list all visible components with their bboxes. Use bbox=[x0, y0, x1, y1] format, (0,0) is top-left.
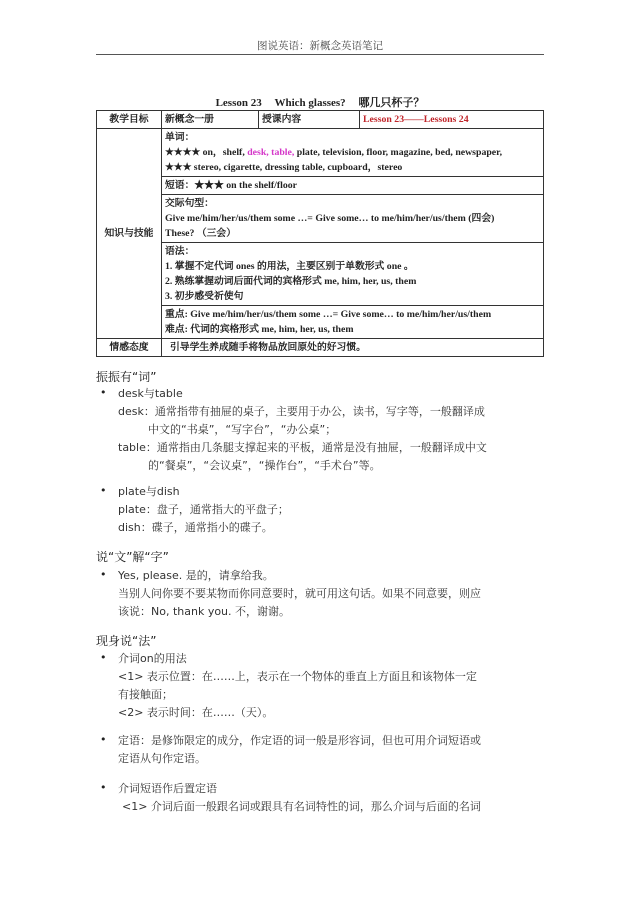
comm-line-1: Give me/him/her/us/them some …= Give some… to me/him/her/us/them (四会) bbox=[165, 213, 495, 224]
on-position-2: 有接触面； bbox=[118, 688, 173, 701]
vocab-cell bbox=[162, 129, 544, 177]
lesson-chinese-title: 哪几只杯子？ bbox=[358, 97, 425, 109]
comm-line-2: These? （三会） bbox=[165, 228, 237, 239]
bullet: • bbox=[100, 651, 107, 664]
grammar-cell bbox=[162, 243, 544, 306]
phrase-cell: 短语：★★★ on the shelf/floor bbox=[162, 177, 544, 195]
grammar-point-3: 3. 初步感受祈使句 bbox=[165, 291, 244, 302]
section-title-vocab: 振振有“词” bbox=[96, 370, 157, 384]
vocab-text: plate, television, floor, magazine, bed, newspaper, bbox=[294, 147, 503, 158]
grammar-point-1: 1. 掌握不定代词 ones 的用法，主要区别于单数形式 one 。 bbox=[165, 261, 414, 272]
communication-cell bbox=[162, 195, 544, 243]
label-cell: 教学目标 bbox=[97, 111, 162, 129]
vocab-label: 单词： bbox=[165, 132, 195, 143]
bullet: • bbox=[100, 781, 107, 794]
yes-please-line: Yes, please. 是的，请拿给我。 bbox=[118, 569, 274, 582]
attitude-cell: 引导学生养成随手将物品放回原处的好习惯。 bbox=[162, 339, 544, 357]
grammar-point-2: 2. 熟练掌握动词后面代词的宾格形式 me, him, her, us, them bbox=[165, 276, 417, 287]
lesson-number: Lesson 23 bbox=[215, 97, 262, 109]
desk-line-2: 中文的“书桌”，“写字台”，“办公桌”； bbox=[148, 423, 337, 436]
attributive-line-1: 定语：是修饰限定的成分，作定语的词一般是形容词，但也可用介词短语或 bbox=[118, 734, 481, 747]
table-row bbox=[97, 339, 544, 357]
bullet-plate-dish: plate与dish bbox=[118, 485, 180, 498]
attitude-label: 情感态度 bbox=[97, 339, 162, 357]
book-cell: 新概念一册 bbox=[162, 111, 259, 129]
vocab-text: ★★★★ on，shelf, bbox=[165, 147, 248, 158]
table-row bbox=[97, 129, 544, 177]
plate-line: plate：盘子，通常指大的平盘子； bbox=[118, 503, 289, 516]
table-row bbox=[97, 306, 544, 339]
vocab-line-2: ★★★ stereo, cigarette, dressing table, cupboard，stereo bbox=[165, 162, 403, 173]
grammar-label: 语法： bbox=[165, 246, 195, 257]
table-row bbox=[97, 177, 544, 195]
lesson-english-title: Which glasses? bbox=[274, 97, 346, 109]
page-header: 图说英语：新概念英语笔记 bbox=[257, 40, 383, 52]
bullet: • bbox=[100, 568, 107, 581]
postpositive-point-1: <1> 介词后面一般跟名词或跟具有名词特性的词，那么介词与后面的名词 bbox=[122, 800, 481, 813]
on-position-1: <1> 表示位置：在……上，表示在一个物体的垂直上方面且和该物体一定 bbox=[118, 670, 477, 683]
table-line-1: table：通常指由几条腿支撑起来的平板，通常是没有抽屉，一般翻译成中文 bbox=[118, 441, 487, 454]
knowledge-label: 知识与技能 bbox=[97, 129, 162, 339]
content-range-cell: Lesson 23——Lessons 24 bbox=[360, 111, 544, 129]
desk-line-1: desk：通常指带有抽屉的桌子，主要用于办公，读书，写字等，一般翻译成 bbox=[118, 405, 485, 418]
yes-please-explain-1: 当别人问你要不要某物而你同意要时，就可用这句话。如果不同意要，则应 bbox=[118, 587, 481, 600]
bullet-desk-table: desk与table bbox=[118, 387, 183, 400]
header-divider bbox=[96, 54, 544, 55]
bullet: • bbox=[100, 484, 107, 497]
bullet: • bbox=[100, 733, 107, 746]
vocab-line-1 bbox=[165, 145, 540, 160]
table-row bbox=[97, 111, 544, 129]
section-title-grammar: 现身说“法” bbox=[96, 634, 157, 648]
table-row bbox=[97, 243, 544, 306]
table-row bbox=[97, 195, 544, 243]
yes-please-explain-2: 该说：No, thank you. 不，谢谢。 bbox=[118, 605, 291, 618]
on-usage-title: 介词on的用法 bbox=[118, 652, 187, 665]
dish-line: dish：碟子，通常指小的碟子。 bbox=[118, 521, 273, 534]
key-point: 重点: Give me/him/her/us/them some …= Give some… to me/him/her/us/them bbox=[165, 309, 492, 320]
section-title-text: 说“文”解“字” bbox=[96, 550, 169, 564]
postpositive-title: 介词短语作后置定语 bbox=[118, 782, 217, 795]
key-points-cell bbox=[162, 306, 544, 339]
bullet: • bbox=[100, 386, 107, 399]
lesson-plan-table bbox=[96, 110, 544, 357]
lesson-title bbox=[0, 94, 640, 110]
attributive-line-2: 定语从句作定语。 bbox=[118, 752, 206, 765]
difficult-point: 难点: 代词的宾格形式 me, him, her, us, them bbox=[165, 324, 354, 335]
on-time: <2> 表示时间：在……（天）。 bbox=[118, 706, 274, 719]
vocab-highlight: desk, table, bbox=[247, 147, 295, 158]
content-label-cell: 授课内容 bbox=[259, 111, 360, 129]
comm-label: 交际句型： bbox=[165, 198, 214, 209]
table-line-2: 的“餐桌”，“会议桌”，“操作台”，“手术台”等。 bbox=[148, 459, 381, 472]
